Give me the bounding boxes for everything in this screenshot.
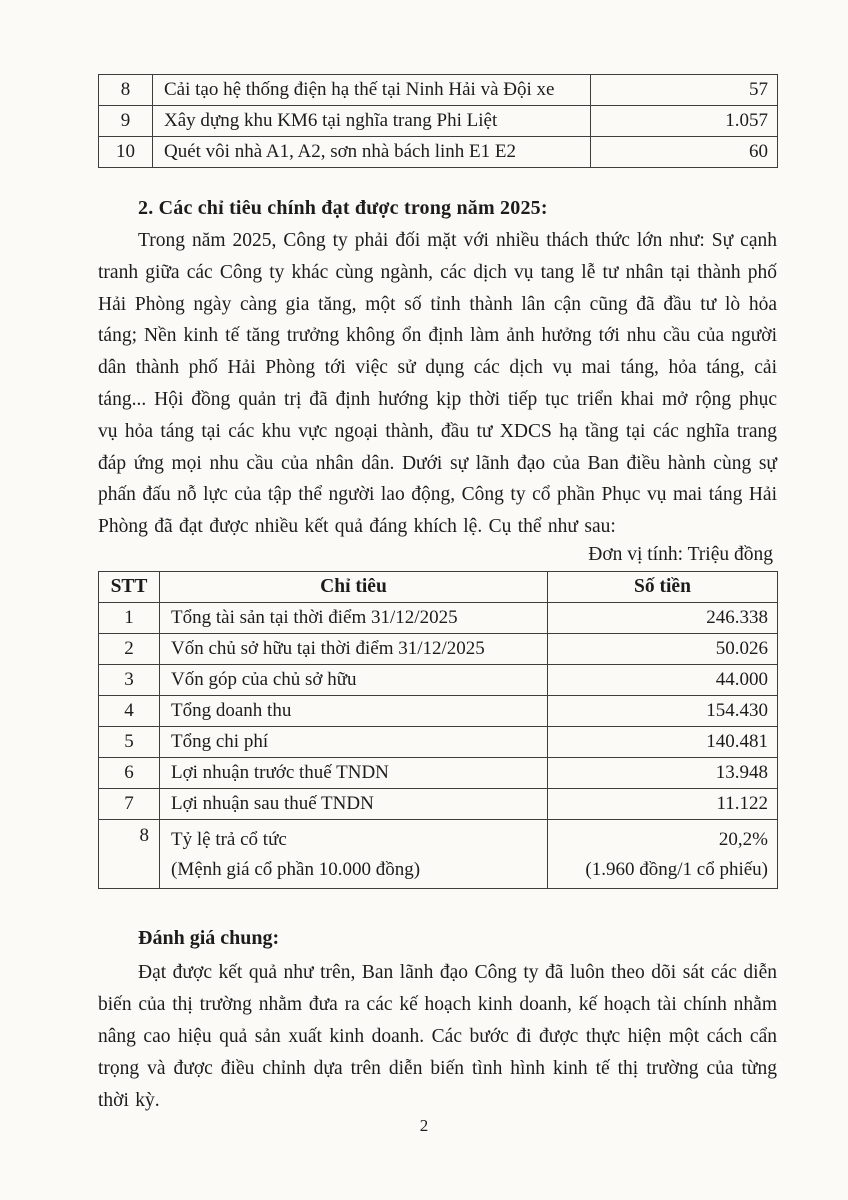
- header-label: Chỉ tiêu: [160, 571, 548, 602]
- table-row: [99, 664, 778, 695]
- row-value: 50.026: [548, 633, 778, 664]
- row-number: 5: [99, 726, 160, 757]
- page-content: [98, 0, 777, 1117]
- row-number: 4: [99, 695, 160, 726]
- row-value: 140.481: [548, 726, 778, 757]
- table-row: [99, 137, 778, 168]
- page-number: 2: [419, 1116, 429, 1135]
- row-label: Lợi nhuận sau thuế TNDN: [160, 788, 548, 819]
- row-value-line2: (1.960 đồng/1 cổ phiếu): [585, 858, 768, 880]
- row-label-line2: (Mệnh giá cổ phần 10.000 đồng): [171, 858, 421, 880]
- row-label: Tổng doanh thu: [160, 695, 548, 726]
- row-value: 44.000: [548, 664, 778, 695]
- evaluation-heading: Đánh giá chung:: [138, 926, 280, 949]
- row-label: Vốn chủ sở hữu tại thời điểm 31/12/2025: [160, 633, 548, 664]
- row-value: [548, 819, 778, 888]
- row-value: 246.338: [548, 602, 778, 633]
- table-row: [99, 757, 778, 788]
- unit-note: Đơn vị tính: Triệu đồng: [588, 543, 773, 565]
- evaluation-paragraph: Đạt được kết quả như trên, Ban lãnh đạo Công ty đã luôn theo dõi sát các diễn biến của thị trường nhằm đưa ra các kế hoạch kinh doanh, kế hoạch tài chính nhằm nâng cao hiệu quả sản xuất kinh doanh. Các bước đi được thực hiện một cách cẩn trọng và được điều chỉnh dựa trên diễn biến tình hình kinh tế thị trường của từng thời kỳ.: [98, 961, 777, 1111]
- row-value: 13.948: [548, 757, 778, 788]
- row-number: 8: [99, 75, 153, 106]
- row-number: 1: [99, 602, 160, 633]
- projects-table-continued: [98, 74, 778, 168]
- table-row: [99, 75, 778, 106]
- row-number: 3: [99, 664, 160, 695]
- row-number: 6: [99, 757, 160, 788]
- header-value: Số tiền: [548, 571, 778, 602]
- section-heading: 2. Các chỉ tiêu chính đạt được trong năm 2025:: [138, 197, 548, 219]
- row-label: Quét vôi nhà A1, A2, sơn nhà bách linh E1 E2: [153, 137, 591, 168]
- row-label: Vốn góp của chủ sở hữu: [160, 664, 548, 695]
- row-label: Cải tạo hệ thống điện hạ thế tại Ninh Hải và Đội xe: [153, 75, 591, 106]
- table-row: [99, 726, 778, 757]
- row-label: [160, 819, 548, 888]
- section-paragraph: Trong năm 2025, Công ty phải đối mặt với nhiều thách thức lớn như: Sự cạnh tranh giữa các Công ty khác cùng ngành, các dịch vụ tang lễ tư nhân tại thành phố Hải Phòng ngày càng gia tăng, một số tỉnh thành lân cận cũng đã đầu tư lò hỏa táng; Nền kinh tế tăng trưởng không ổn định làm ảnh hưởng tới nhu cầu của người dân thành phố Hải Phòng tới việc sử dụng các dịch vụ mai táng, hỏa táng, cải táng... Hội đồng quản trị đã định hướng kịp thời tiếp tục triển khai mở rộng phục vụ hỏa táng tại các khu vực ngoại thành, đầu tư XDCS hạ tầng tại các nghĩa trang đáp ứng mọi nhu cầu của nhân dân. Dưới sự lãnh đạo của Ban điều hành cùng sự phấn đấu nỗ lực của tập thể người lao động, Công ty cổ phần Phục vụ mai táng Hải Phòng đã đạt được nhiều kết quả đáng khích lệ. Cụ thể như sau:: [98, 230, 777, 538]
- row-label-line1: Tỷ lệ trả cổ tức: [171, 828, 287, 850]
- header-stt: STT: [99, 571, 160, 602]
- row-number: 2: [99, 633, 160, 664]
- row-value: 57: [591, 75, 778, 106]
- row-label: Lợi nhuận trước thuế TNDN: [160, 757, 548, 788]
- row-number: 7: [99, 788, 160, 819]
- table-header-row: [99, 571, 778, 602]
- row-value: 154.430: [548, 695, 778, 726]
- table-row: [99, 602, 778, 633]
- row-value-line1: 20,2%: [718, 828, 768, 850]
- row-value: 60: [591, 137, 778, 168]
- row-value: 1.057: [591, 106, 778, 137]
- row-label: Tổng chi phí: [160, 726, 548, 757]
- table-row: [99, 819, 778, 888]
- table-row: [99, 106, 778, 137]
- table-row: [99, 788, 778, 819]
- row-number: 8: [99, 819, 160, 888]
- indicators-table: [98, 571, 778, 889]
- row-label: Xây dựng khu KM6 tại nghĩa trang Phi Liệt: [153, 106, 591, 137]
- table-row: [99, 695, 778, 726]
- row-number: 10: [99, 137, 153, 168]
- table-row: [99, 633, 778, 664]
- row-label: Tổng tài sản tại thời điểm 31/12/2025: [160, 602, 548, 633]
- row-number: 9: [99, 106, 153, 137]
- row-value: 11.122: [548, 788, 778, 819]
